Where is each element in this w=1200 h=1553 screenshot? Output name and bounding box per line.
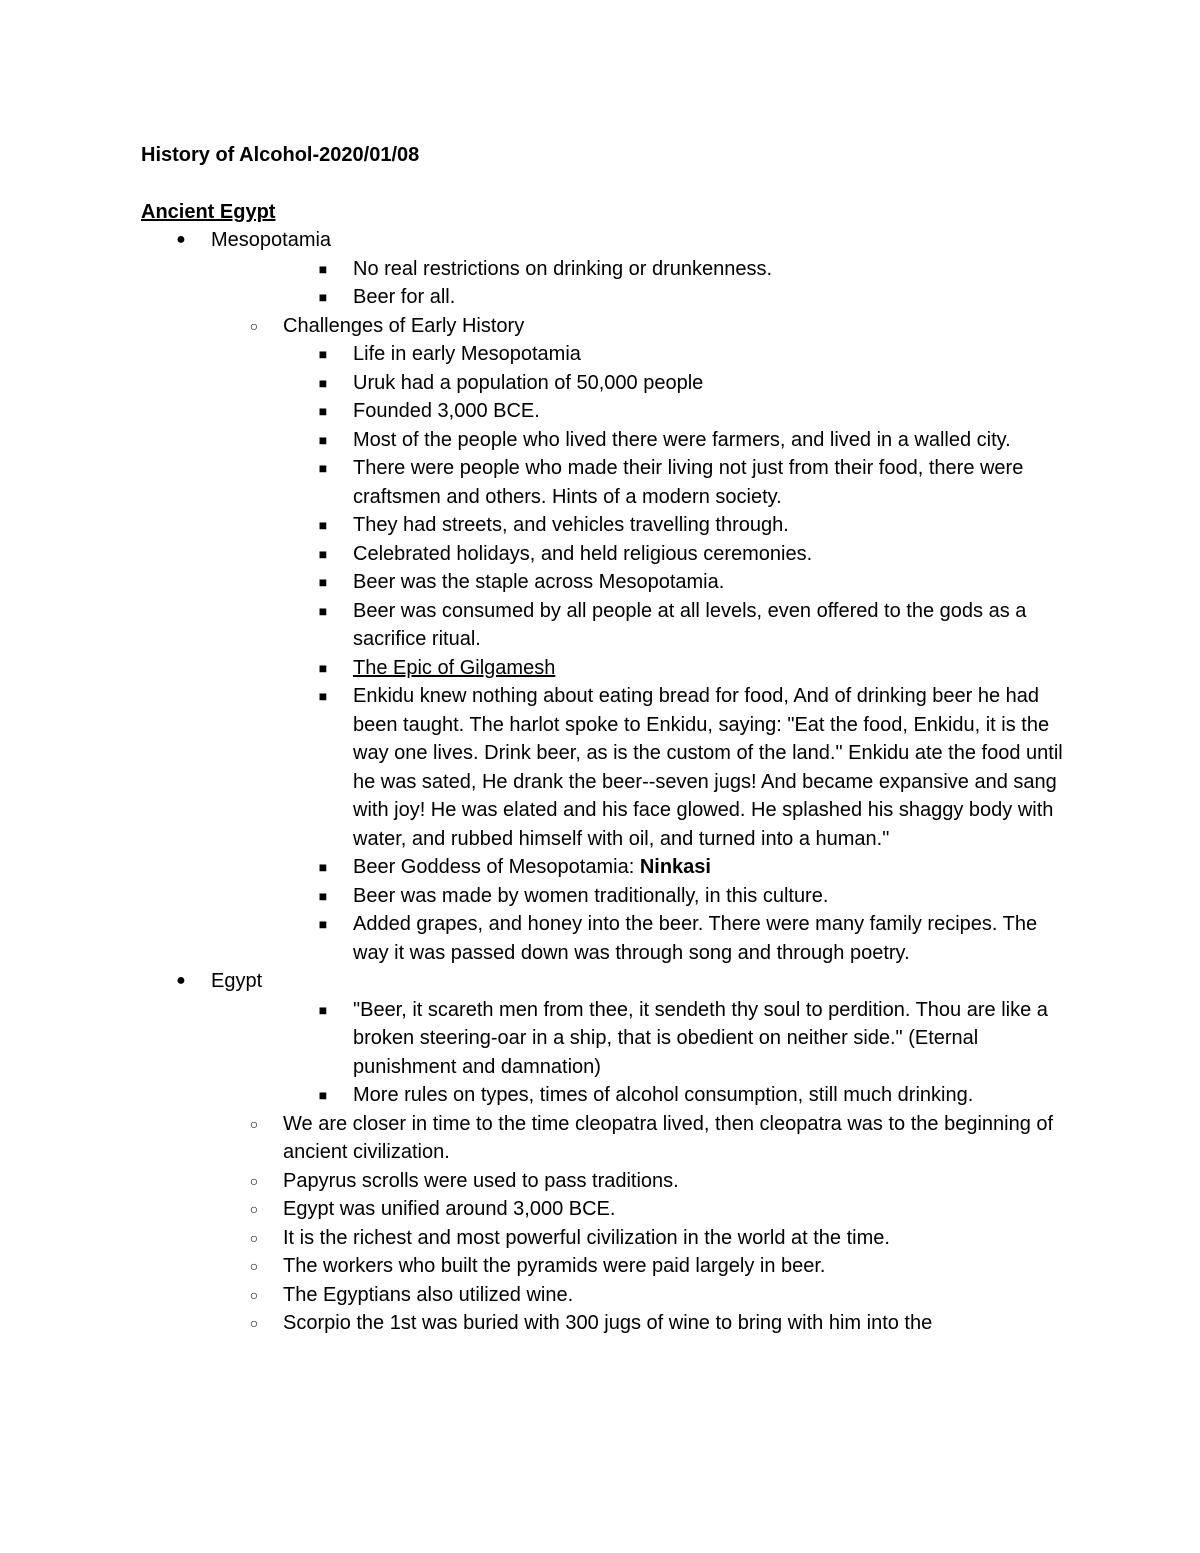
- list-item-text: [283, 312, 1063, 341]
- list-item-text-main: The Egyptians also utilized wine.: [283, 1283, 574, 1306]
- filled-dot-bullet-icon: ●: [176, 972, 186, 989]
- square-bullet-icon: ■: [318, 574, 328, 590]
- hollow-circle-bullet-icon: ○: [249, 1115, 259, 1132]
- list-item-text-main: The workers who built the pyramids were paid largely in beer.: [283, 1255, 826, 1277]
- list-item-text: [283, 1252, 1063, 1281]
- filled-dot-bullet-icon: ●: [176, 231, 186, 248]
- list-item-text-main: Most of the people who lived there were farmers, and lived in a walled city.: [353, 428, 1011, 451]
- square-bullet-icon: ■: [318, 260, 328, 277]
- list-item: [0, 454, 1200, 511]
- list-item-text-main: Challenges of Early History: [283, 314, 525, 337]
- hollow-circle-bullet-icon: ○: [249, 1286, 259, 1303]
- list-item-text: [353, 540, 1063, 569]
- list-item: [0, 340, 1200, 369]
- hollow-circle-bullet-icon: ○: [249, 317, 259, 334]
- list-item-text-main: Enkidu knew nothing about eating bread for food, And of drinking beer he had been taught. The harlot spoke to Enkidu, saying: "Eat the food, Enkidu, it is the way one lives. Drink beer, as is the custom of the land." Enkidu ate the food until he was sated, He drank the beer--seven jugs! And became expansive and sang with joy! He was elated and his face glowed. He splashed his shaggy body with water, and rubbed himself with oil, and turned into a human.": [353, 685, 1063, 850]
- list-item-text-main: The Epic of Gilgamesh: [353, 656, 556, 679]
- list-item-text-main: Celebrated holidays, and held religious ceremonies.: [353, 542, 813, 565]
- list-item: [0, 226, 1200, 255]
- list-item-text-main: Beer was consumed by all people at all levels, even offered to the gods as a sacrifice ritual.: [353, 599, 1027, 650]
- list-item-text-main: Beer was the staple across Mesopotamia.: [353, 571, 725, 593]
- list-item-text-main: More rules on types, times of alcohol consumption, still much drinking.: [353, 1084, 974, 1106]
- list-item-text: [283, 1167, 1063, 1196]
- list-item: [0, 853, 1200, 882]
- list-item: [0, 1081, 1200, 1110]
- list-item-text: [211, 226, 1200, 255]
- list-item-text-main: No real restrictions on drinking or drunkenness.: [353, 257, 773, 280]
- list-item-text-main: Egypt: [211, 970, 263, 992]
- list-item: [0, 426, 1200, 455]
- square-bullet-icon: ■: [318, 602, 328, 619]
- list-item-text-main: Scorpio the 1st was buried with 300 jugs of wine to bring with him into the: [283, 1312, 933, 1334]
- list-item: [0, 1195, 1200, 1224]
- list-item-text: [283, 1309, 1063, 1338]
- section-heading: Ancient Egypt: [141, 201, 276, 223]
- square-bullet-icon: ■: [318, 659, 328, 676]
- list-item: [0, 882, 1200, 911]
- hollow-circle-bullet-icon: ○: [249, 1258, 259, 1274]
- list-item-text-main: They had streets, and vehicles travelling through.: [353, 514, 789, 536]
- list-item-text-main: There were people who made their living not just from their food, there were craftsmen and others. Hints of a modern society.: [353, 457, 1024, 508]
- list-item-text-main: Mesopotamia: [211, 229, 332, 251]
- square-bullet-icon: ■: [318, 916, 328, 932]
- list-item-text-main: Beer for all.: [353, 286, 456, 308]
- list-item: [0, 1224, 1200, 1253]
- square-bullet-icon: ■: [318, 1001, 328, 1018]
- square-bullet-icon: ■: [318, 887, 328, 904]
- list-item: [0, 967, 1200, 996]
- list-item-text: [353, 340, 1063, 369]
- list-item-text: [353, 654, 1063, 683]
- list-item-text-main: "Beer, it scareth men from thee, it sendeth thy soul to perdition. Thou are like a broken steering-oar in a ship, that is obedient on neither side." (Eternal punishment and damnation): [353, 998, 1048, 1078]
- list-item-text: [353, 283, 1063, 312]
- list-item-text-main: Beer was made by women traditionally, in this culture.: [353, 884, 829, 907]
- list-item-text: [353, 426, 1063, 455]
- square-bullet-icon: ■: [318, 289, 328, 305]
- list-item-text: [283, 1195, 1063, 1224]
- list-item: [0, 568, 1200, 597]
- list-item-text: [283, 1281, 1063, 1310]
- hollow-circle-bullet-icon: ○: [249, 1201, 259, 1217]
- list-item: [0, 597, 1200, 654]
- square-bullet-icon: ■: [318, 1087, 328, 1103]
- list-item-text: [353, 454, 1063, 511]
- list-item-text: [353, 255, 1063, 284]
- list-item: [0, 1309, 1200, 1338]
- list-item-text: [353, 597, 1063, 654]
- square-bullet-icon: ■: [318, 517, 328, 533]
- list-item: [0, 682, 1200, 853]
- list-item-text: [211, 967, 1200, 996]
- list-item-text: [353, 882, 1063, 911]
- list-item-text-main: Founded 3,000 BCE.: [353, 400, 540, 422]
- list-item-text: [353, 996, 1063, 1082]
- list-item: [0, 369, 1200, 398]
- square-bullet-icon: ■: [318, 346, 328, 362]
- notes-list: [0, 226, 1200, 1338]
- list-item: [0, 1281, 1200, 1310]
- hollow-circle-bullet-icon: ○: [249, 1172, 259, 1189]
- list-item-text-main: Life in early Mesopotamia: [353, 343, 581, 365]
- square-bullet-icon: ■: [318, 545, 328, 562]
- square-bullet-icon: ■: [318, 460, 328, 476]
- square-bullet-icon: ■: [318, 374, 328, 391]
- list-item-text-main: We are closer in time to the time cleopatra lived, then cleopatra was to the beginning of ancient civilization.: [283, 1112, 1054, 1163]
- list-item-text: [353, 853, 1063, 882]
- square-bullet-icon: ■: [318, 403, 328, 419]
- list-item-text-main: Papyrus scrolls were used to pass traditions.: [283, 1169, 679, 1192]
- list-item: [0, 910, 1200, 967]
- list-item-text-main: Beer Goddess of Mesopotamia:: [353, 856, 640, 878]
- hollow-circle-bullet-icon: ○: [249, 1229, 259, 1246]
- list-item-text-main: Added grapes, and honey into the beer. There were many family recipes. The way it was passed down was through song and through poetry.: [353, 913, 1038, 964]
- list-item-text: [353, 1081, 1063, 1110]
- list-item: [0, 1252, 1200, 1281]
- list-item-text-main: It is the richest and most powerful civilization in the world at the time.: [283, 1226, 890, 1249]
- list-item-text-main: Egypt was unified around 3,000 BCE.: [283, 1198, 616, 1220]
- list-item-text: [353, 682, 1063, 853]
- list-item-text-main: Uruk had a population of 50,000 people: [353, 371, 704, 394]
- square-bullet-icon: ■: [318, 431, 328, 448]
- hollow-circle-bullet-icon: ○: [249, 1315, 259, 1331]
- list-item-text: [353, 369, 1063, 398]
- list-item-text: [353, 568, 1063, 597]
- list-item: [0, 511, 1200, 540]
- list-item: [0, 996, 1200, 1082]
- list-item: [0, 283, 1200, 312]
- list-item-text: [353, 397, 1063, 426]
- list-item-text: [283, 1224, 1063, 1253]
- list-item-text: [283, 1110, 1063, 1167]
- square-bullet-icon: ■: [318, 859, 328, 875]
- list-item: [0, 1167, 1200, 1196]
- list-item-text: [353, 511, 1063, 540]
- list-item: [0, 540, 1200, 569]
- list-item-text: [353, 910, 1063, 967]
- list-item: [0, 312, 1200, 341]
- list-item: [0, 1110, 1200, 1167]
- document-title: History of Alcohol-2020/01/08: [141, 144, 420, 166]
- list-item: [0, 255, 1200, 284]
- square-bullet-icon: ■: [318, 688, 328, 704]
- list-item: [0, 654, 1200, 683]
- bold-term: Ninkasi: [639, 856, 711, 878]
- list-item: [0, 397, 1200, 426]
